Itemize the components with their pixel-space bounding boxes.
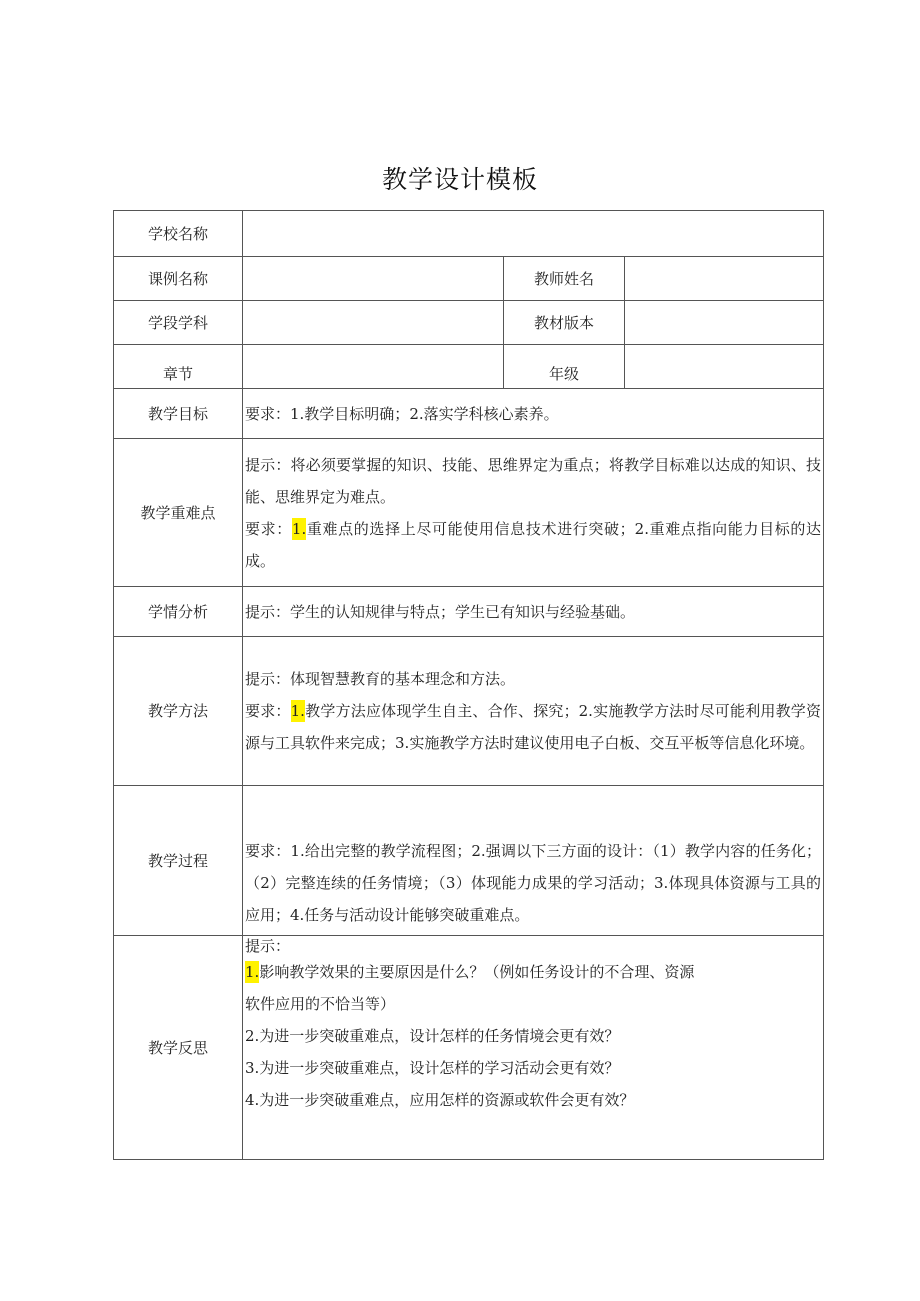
methods-hint: 提示：体现智慧教育的基本理念和方法。 bbox=[245, 670, 516, 688]
highlighted-number: 1. bbox=[245, 963, 260, 981]
methods-requirement bbox=[245, 695, 821, 759]
table-row-school bbox=[114, 211, 824, 257]
table-row-course bbox=[114, 257, 824, 301]
highlighted-number: 1. bbox=[290, 702, 305, 720]
requirement-text: 教学方法应体现学生自主、合作、探究；2.实施教学方法时尽可能利用教学资源与工具软件来完成；3.实施教学方法时建议使用电子白板、交互平板等信息化环境。 bbox=[245, 702, 822, 752]
reflection-content[interactable] bbox=[243, 936, 824, 1160]
edition-field[interactable] bbox=[625, 301, 824, 345]
table-row-process bbox=[114, 786, 824, 936]
key-points-hint: 提示：将必须要掌握的知识、技能、思维界定为重点；将教学目标难以达成的知识、技能、思维界定为难点。 bbox=[245, 455, 822, 506]
key-points-label: 教学重难点 bbox=[114, 439, 243, 587]
table-row-reflection bbox=[114, 936, 824, 1160]
analysis-hint: 提示：学生的认知规律与特点；学生已有知识与经验基础。 bbox=[245, 602, 636, 621]
question-1-text: 影响教学效果的主要原因是什么？（例如任务设计的不合理、资源 bbox=[259, 963, 695, 981]
subject-label: 学段学科 bbox=[114, 301, 243, 345]
requirement-text: 重难点的选择上尽可能使用信息技术进行突破；2.重难点指向能力目标的达成。 bbox=[245, 519, 822, 570]
chapter-label: 章节 bbox=[114, 345, 243, 389]
teacher-label: 教师姓名 bbox=[504, 257, 625, 301]
reflection-question-1-continued: 软件应用的不恰当等） bbox=[245, 995, 396, 1013]
methods-label: 教学方法 bbox=[114, 637, 243, 786]
school-field[interactable] bbox=[243, 211, 824, 257]
methods-content[interactable] bbox=[243, 637, 824, 786]
school-label: 学校名称 bbox=[114, 211, 243, 257]
table-row-objectives bbox=[114, 389, 824, 439]
reflection-question-4: 4.为进一步突破重难点，应用怎样的资源或软件会更有效？ bbox=[245, 1091, 635, 1109]
table-row-analysis bbox=[114, 587, 824, 637]
reflection-question-1 bbox=[245, 956, 821, 988]
subject-field[interactable] bbox=[243, 301, 504, 345]
grade-label: 年级 bbox=[504, 345, 625, 389]
objectives-requirement: 要求：1.教学目标明确；2.落实学科核心素养。 bbox=[245, 404, 559, 423]
requirement-prefix: 要求： bbox=[245, 519, 292, 538]
reflection-question-3: 3.为进一步突破重难点，设计怎样的学习活动会更有效？ bbox=[245, 1059, 620, 1077]
analysis-content[interactable] bbox=[243, 587, 824, 637]
objectives-content[interactable] bbox=[243, 389, 824, 439]
process-content[interactable] bbox=[243, 786, 824, 936]
reflection-question-2: 2.为进一步突破重难点，设计怎样的任务情境会更有效？ bbox=[245, 1027, 620, 1045]
process-requirement: 要求：1.给出完整的教学流程图；2.强调以下三方面的设计：（1）教学内容的任务化；（2）完整连续的任务情境；（3）体现能力成果的学习活动；3.体现具体资源与工具的应用；4.任务与活动设计能够突破重难点。 bbox=[245, 842, 822, 924]
teacher-field[interactable] bbox=[625, 257, 824, 301]
key-points-requirement bbox=[245, 513, 821, 577]
analysis-label: 学情分析 bbox=[114, 587, 243, 637]
lesson-design-table bbox=[113, 210, 824, 1160]
chapter-field[interactable] bbox=[243, 345, 504, 389]
table-row-subject bbox=[114, 301, 824, 345]
objectives-label: 教学目标 bbox=[114, 389, 243, 439]
edition-label: 教材版本 bbox=[504, 301, 625, 345]
process-label: 教学过程 bbox=[114, 786, 243, 936]
reflection-hint: 提示： bbox=[245, 937, 291, 955]
course-field[interactable] bbox=[243, 257, 504, 301]
grade-field[interactable] bbox=[625, 345, 824, 389]
page-title: 教学设计模板 bbox=[381, 165, 538, 194]
key-points-content[interactable] bbox=[243, 439, 824, 587]
table-row-key-points bbox=[114, 439, 824, 587]
course-label: 课例名称 bbox=[114, 257, 243, 301]
reflection-label: 教学反思 bbox=[114, 936, 243, 1160]
requirement-prefix: 要求： bbox=[245, 702, 291, 720]
table-row-methods bbox=[114, 637, 824, 786]
highlighted-number: 1. bbox=[291, 519, 307, 538]
table-row-chapter bbox=[114, 345, 824, 389]
